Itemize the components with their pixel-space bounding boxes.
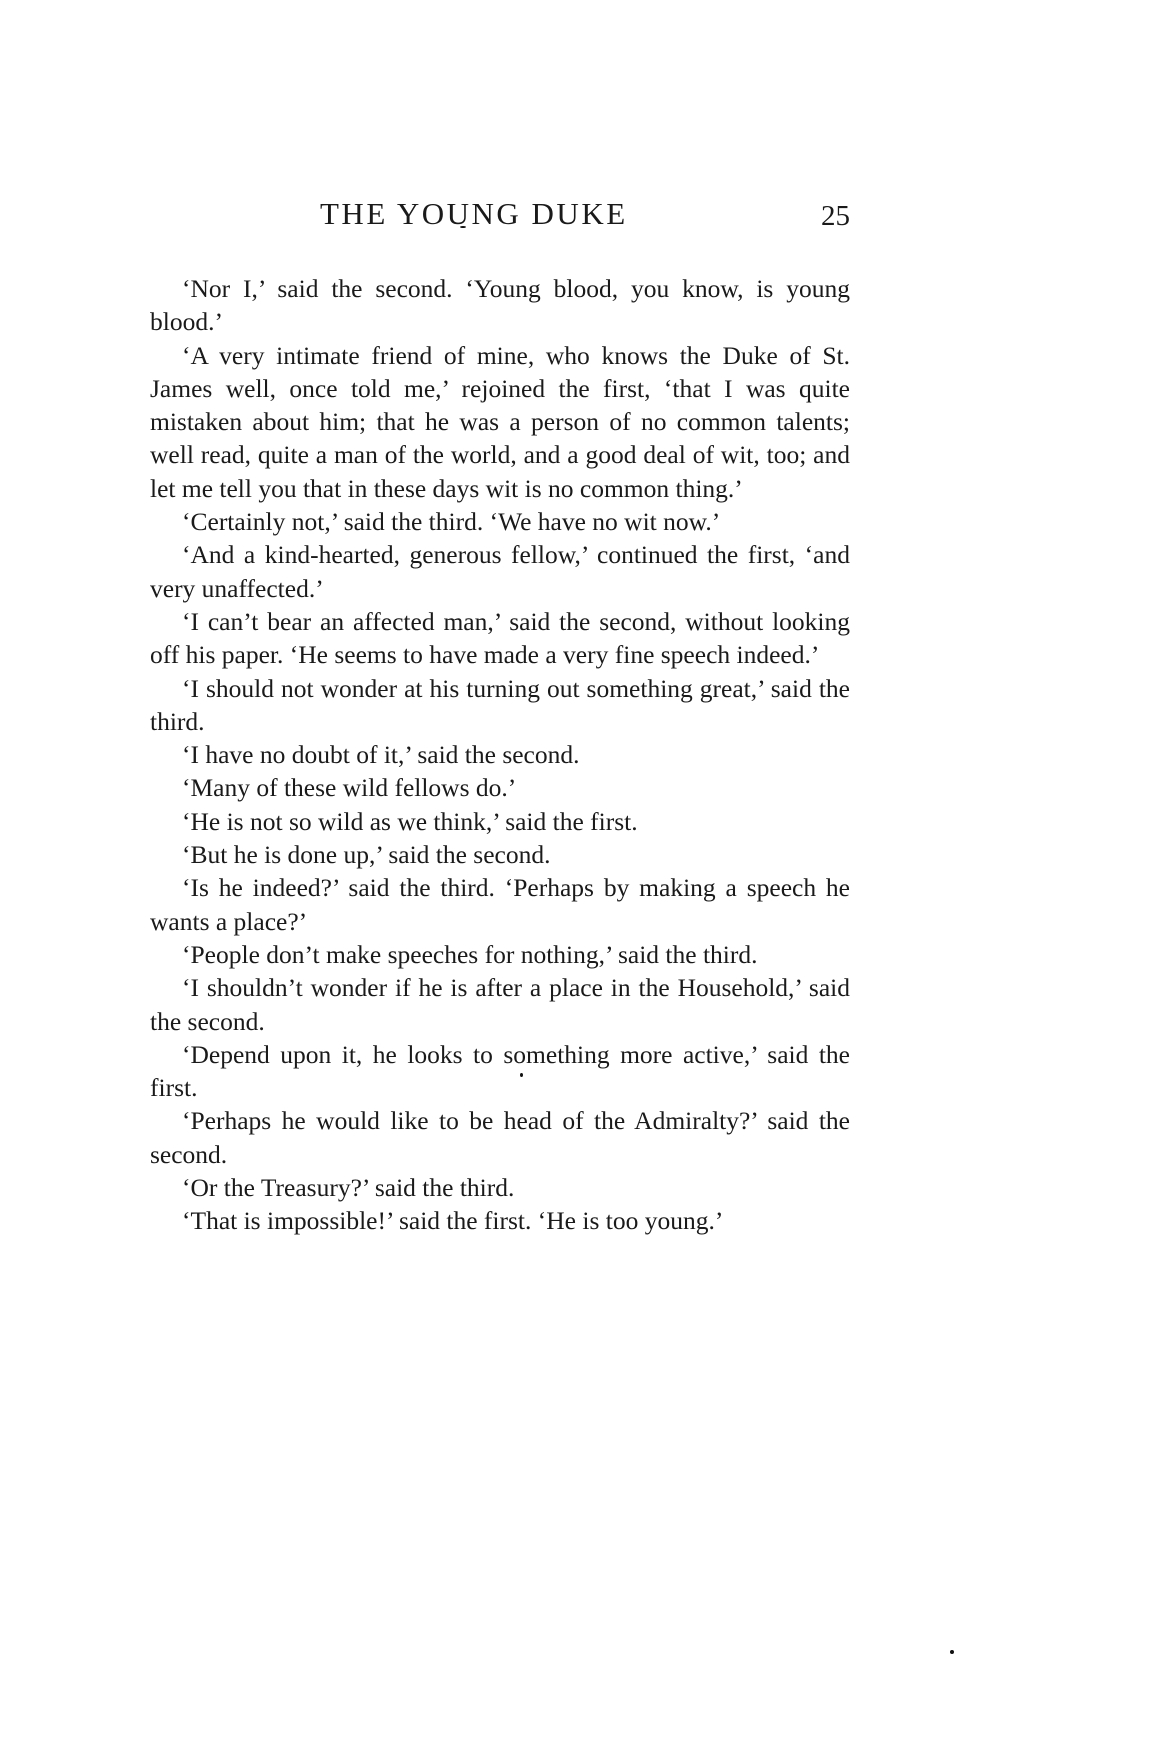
paragraph: ‘Many of these wild fellows do.’ — [182, 773, 517, 803]
paragraph: ‘Nor I,’ said the second. ‘Young blood, you know, is young blood.’ — [150, 274, 850, 337]
paragraph: ‘But he is done up,’ said the second. — [182, 840, 551, 870]
paragraph: ‘Or the Treasury?’ said the third. — [182, 1173, 515, 1203]
paragraph: ‘People don’t make speeches for nothing,’ said the third. — [182, 939, 758, 969]
running-title: THE YOUNG DUKE — [320, 196, 628, 231]
paragraph: ‘Perhaps he would like to be head of the Admiralty?’ said the second. — [150, 1106, 850, 1169]
paragraph: ‘I should not wonder at his turning out something great,’ said the third. — [150, 673, 850, 736]
paragraph: ‘Is he indeed?’ said the third. ‘Perhaps by making a speech he wants a place?’ — [150, 873, 850, 936]
paragraph: ‘I can’t bear an affected man,’ said the second, without looking off his paper. ‘He seems to have made a very fine speech indeed.’ — [150, 606, 850, 670]
paragraph: ‘I have no doubt of it,’ said the second. — [182, 740, 580, 770]
paragraph: ‘And a kind-hearted, generous fellow,’ continued the first, ‘and very unaffected.’ — [150, 540, 850, 603]
paragraph: ‘He is not so wild as we think,’ said the first. — [182, 806, 638, 836]
paragraph: ‘Certainly not,’ said the third. ‘We have no wit now.’ — [182, 507, 721, 537]
running-header — [150, 196, 850, 246]
paragraph: ‘Depend upon it, he looks to something more active,’ said the first. — [150, 1039, 850, 1103]
page-number: 25 — [821, 200, 850, 232]
body-text — [150, 272, 850, 1238]
paragraph: ‘That is impossible!’ said the first. ‘He is too young.’ — [182, 1206, 724, 1236]
scan-speck — [950, 1650, 954, 1654]
paragraph: ‘I shouldn’t wonder if he is after a place in the Household,’ said the second. — [150, 973, 850, 1036]
paragraph: ‘A very intimate friend of mine, who knows the Duke of St. James well, once told me,’ rejoined the first, ‘that I was quite mistaken about him; that he was a person of no common talents; well read, quite a man of the world, and a good deal of wit, too; and let me tell you that in these days wit is no common thing.’ — [150, 340, 850, 503]
